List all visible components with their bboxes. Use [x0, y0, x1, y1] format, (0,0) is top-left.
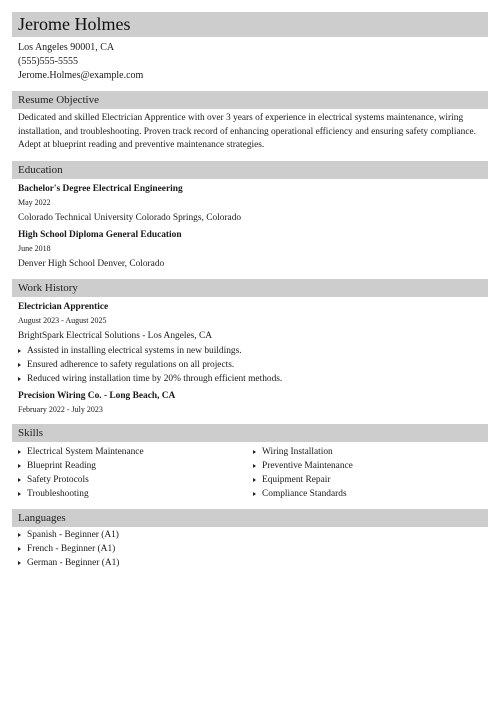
list-item: [18, 445, 253, 459]
contact-email: Jerome.Holmes@example.com: [18, 70, 144, 81]
work-bullet-text: Ensured adherence to safety regulations on all projects.: [27, 359, 235, 370]
work-heading: [12, 279, 488, 297]
list-item: [18, 473, 253, 487]
bullet-icon: [253, 450, 256, 454]
skill-text: Preventive Maintenance: [262, 460, 353, 471]
bullet-icon: [253, 492, 256, 496]
bullet-icon: [18, 363, 21, 367]
list-item: [18, 358, 488, 372]
list-item: [18, 487, 253, 501]
objective-heading-text: Resume Objective: [18, 94, 99, 106]
languages-section: [12, 528, 488, 570]
list-item: [18, 556, 488, 570]
skills-section: [12, 444, 488, 501]
education-heading-text: Education: [18, 163, 63, 176]
language-text: German - Beginner (A1): [27, 557, 120, 568]
contact-phone: (555)555-5555: [18, 56, 78, 67]
list-item: [253, 473, 488, 487]
contact-info: [12, 41, 488, 83]
list-item: [18, 372, 488, 386]
list-item: [18, 459, 253, 473]
skill-text: Electrical System Maintenance: [27, 446, 144, 457]
education-date: June 2018: [18, 243, 51, 253]
skills-right-column: [253, 445, 488, 501]
skills-heading-text: Skills: [18, 426, 44, 439]
skill-text: Wiring Installation: [262, 446, 333, 457]
list-item: [253, 459, 488, 473]
list-item: [18, 542, 488, 556]
education-degree: Bachelor's Degree Electrical Engineering: [18, 183, 183, 194]
bullet-icon: [18, 464, 21, 468]
objective-text: Dedicated and skilled Electrician Apprentice with over 3 years of experience in electrical systems maintenance, wiring installation, and troubleshooting. Proven track record of enhancing operational efficiency and ensuring safety compliance. Adept at blueprint reading and preventive maintenance strategies.: [18, 113, 477, 150]
work-title: Electrician Apprentice: [18, 301, 109, 312]
work-bullet-text: Assisted in installing electrical systems in new buildings.: [27, 345, 242, 356]
work-section: [12, 301, 488, 416]
work-entry: [18, 301, 488, 386]
languages-heading: [12, 509, 488, 527]
work-title: Precision Wiring Co. - Long Beach, CA: [18, 390, 176, 401]
education-school: Denver High School Denver, Colorado: [18, 258, 165, 269]
bullet-icon: [18, 377, 21, 381]
bullet-icon: [18, 349, 21, 353]
list-item: [253, 487, 488, 501]
skill-text: Compliance Standards: [262, 488, 347, 499]
education-entry: [18, 229, 488, 271]
skills-heading: [12, 424, 488, 442]
list-item: [18, 344, 488, 358]
education-section: [12, 183, 488, 271]
education-degree: High School Diploma General Education: [18, 229, 182, 240]
bullet-icon: [18, 450, 21, 454]
education-entry: [18, 183, 488, 225]
contact-address: Los Angeles 90001, CA: [18, 42, 115, 53]
bullet-icon: [18, 533, 21, 537]
language-text: French - Beginner (A1): [27, 543, 116, 554]
work-bullets: [18, 344, 488, 386]
education-date: May 2022: [18, 197, 51, 207]
work-heading-text: Work History: [18, 281, 78, 294]
bullet-icon: [18, 547, 21, 551]
languages-heading-text: Languages: [18, 511, 66, 524]
work-date: February 2022 - July 2023: [18, 404, 103, 414]
education-heading: [12, 161, 488, 179]
bullet-icon: [18, 478, 21, 482]
skill-text: Blueprint Reading: [27, 460, 96, 471]
work-date: August 2023 - August 2025: [18, 315, 107, 325]
skill-text: Troubleshooting: [27, 488, 89, 499]
language-text: Spanish - Beginner (A1): [27, 529, 119, 540]
education-school: Colorado Technical University Colorado Springs, Colorado: [18, 212, 242, 223]
candidate-name: Jerome Holmes: [18, 14, 131, 34]
bullet-icon: [18, 492, 21, 496]
work-bullet-text: Reduced wiring installation time by 20% through efficient methods.: [27, 373, 283, 384]
languages-list: [18, 528, 488, 570]
skill-text: Equipment Repair: [262, 474, 331, 485]
list-item: [253, 445, 488, 459]
name-header: [12, 12, 488, 37]
bullet-icon: [253, 464, 256, 468]
work-entry: [18, 390, 488, 416]
list-item: [18, 528, 488, 542]
work-company: BrightSpark Electrical Solutions - Los Angeles, CA: [18, 330, 212, 341]
skills-left-column: [18, 445, 253, 501]
bullet-icon: [18, 561, 21, 565]
skill-text: Safety Protocols: [27, 474, 89, 485]
bullet-icon: [253, 478, 256, 482]
objective-heading: [12, 91, 488, 109]
